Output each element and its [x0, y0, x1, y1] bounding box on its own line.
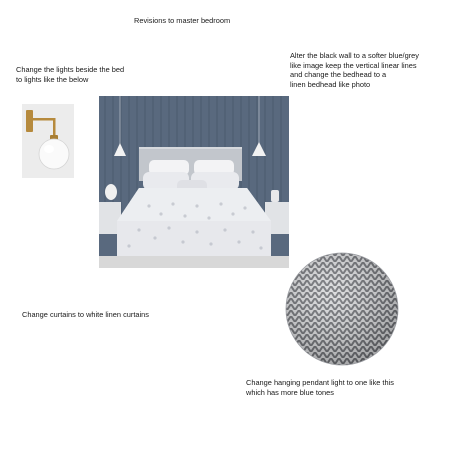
- note-wall-line-4: linen bedhead like photo: [290, 79, 371, 89]
- note-lights: [16, 65, 124, 84]
- note-pendant-line-2: which has more blue tones: [246, 387, 334, 397]
- knitted-pendant-image: [283, 250, 403, 368]
- board-title: Revisions to master bedroom: [134, 16, 231, 25]
- note-wall-line-2: like image keep the vertical linear lines: [290, 60, 417, 70]
- note-wall: [290, 51, 419, 89]
- bedroom-photo: [99, 96, 289, 268]
- note-curtains-line-1: Change curtains to white linen curtains: [22, 310, 149, 319]
- note-lights-line-1: Change the lights beside the bed: [16, 65, 125, 74]
- wall-sconce-image: [22, 104, 74, 178]
- note-wall-line-1: Alter the black wall to a softer blue/grey: [290, 51, 419, 60]
- note-lights-line-2: to lights like the below: [16, 74, 89, 84]
- note-pendant: [246, 378, 394, 397]
- note-pendant-line-1: Change hanging pendant light to one like this: [246, 378, 394, 387]
- note-wall-line-3: and change the bedhead to a: [290, 70, 387, 80]
- note-curtains: [22, 310, 149, 320]
